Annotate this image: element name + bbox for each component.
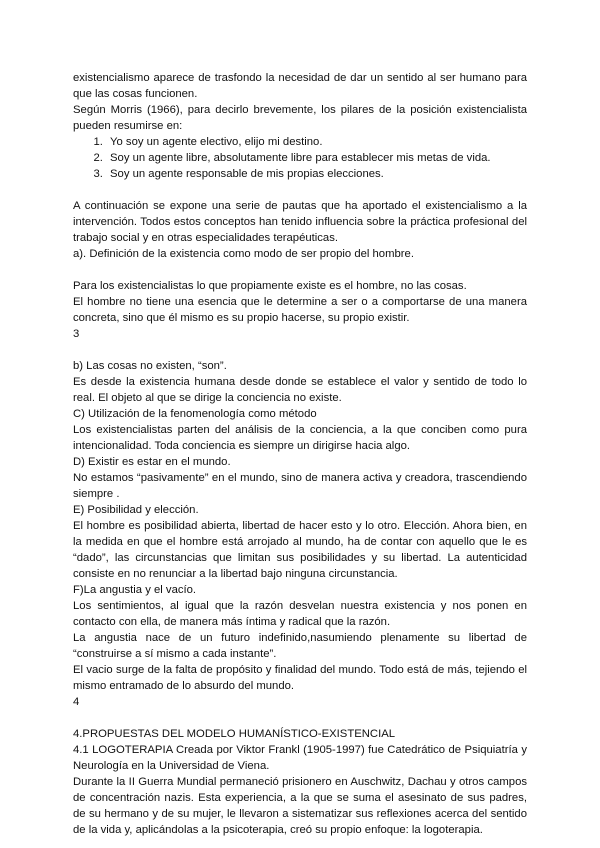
paragraph: Según Morris (1966), para decirlo brevemente, los pilares de la posición existencialista pueden resumirse en: — [73, 104, 527, 132]
paragraph: 4.1 LOGOTERAPIA Creada por Viktor Frankl (1905-1997) fue Catedrático de Psiquiatría y Neurología en la Universidad de Viena. — [73, 744, 527, 772]
pillars-list — [73, 134, 527, 182]
paragraph: Es desde la existencia humana desde donde se establece el valor y sentido de todo lo real. El objeto al que se dirige la conciencia no existe. — [73, 376, 527, 404]
paragraph: Durante la II Guerra Mundial permaneció prisionero en Auschwitz, Dachau y otros campos de concentración nazis. Esta experiencia, a la que se suma el asesinato de sus padres, de su hermano y de su mujer, le llevaron a sistematizar sus reflexiones acerca del sentido de la vida y, aplicándolas a la psicoterapia, creó su propio enfoque: la logoterapia. — [73, 776, 527, 836]
paragraph: Los sentimientos, al igual que la razón desvelan nuestra existencia y nos ponen en contacto con ella, de manera más íntima y radical que la razón. — [73, 600, 527, 628]
section-heading: D) Existir es estar en el mundo. — [73, 456, 231, 468]
page-number: 3 — [73, 328, 80, 340]
paragraph: La angustia nace de un futuro indefinido,nasumiendo plenamente su libertad de “construirse a sí mismo a cada instante”. — [73, 632, 527, 660]
page-number: 4 — [73, 696, 80, 708]
paragraph: existencialismo aparece de trasfondo la necesidad de dar un sentido al ser humano para que las cosas funcionen. — [73, 72, 527, 100]
section-heading: F)La angustia y el vacío. — [73, 584, 197, 596]
paragraph: El vacio surge de la falta de propósito y finalidad del mundo. Todo está de más, tejiendo el mismo entramado de lo absurdo del mundo. — [73, 664, 527, 692]
chapter-heading: 4.PROPUESTAS DEL MODELO HUMANÍSTICO-EXISTENCIAL — [73, 728, 396, 740]
paragraph: El hombre no tiene una esencia que le determine a ser o a comportarse de una manera concreta, sino que él mismo es su propio hacerse, su propio existir. — [73, 296, 527, 324]
list-item: 1. Yo soy un agente electivo, elijo mi destino. — [106, 134, 527, 150]
section-heading: b) Las cosas no existen, “son”. — [73, 360, 227, 372]
section-heading: C) Utilización de la fenomenología como método — [73, 408, 317, 420]
paragraph: Para los existencialistas lo que propiamente existe es el hombre, no las cosas. — [73, 280, 467, 292]
section-heading: a). Definición de la existencia como modo de ser propio del hombre. — [73, 248, 414, 260]
paragraph: A continuación se expone una serie de pautas que ha aportado el existencialismo a la intervención. Todos estos conceptos han tenido influencia sobre la práctica profesional del trabajo social y en otras especialidades terapéuticas. — [73, 200, 527, 244]
section-heading: E) Posibilidad y elección. — [73, 504, 199, 516]
paragraph: Los existencialistas parten del análisis de la conciencia, a la que conciben como pura intencionalidad. Toda conciencia es siempre un dirigirse hacia algo. — [73, 424, 527, 452]
list-item: 3. Soy un agente responsable de mis propias elecciones. — [106, 166, 527, 182]
paragraph: El hombre es posibilidad abierta, libertad de hacer esto y lo otro. Elección. Ahora bien, en la medida en que el hombre está arrojado al mundo, ha de contar con aquello que le es “dado”, las circunstancias que limitan sus posibilidades y su libertad. La autenticidad consiste en no renunciar a la libertad bajo ninguna circunstancia. — [73, 520, 527, 580]
list-item: 2. Soy un agente libre, absolutamente libre para establecer mis metas de vida. — [106, 150, 527, 166]
paragraph: No estamos “pasivamente” en el mundo, sino de manera activa y creadora, trascendiendo siempre . — [73, 472, 527, 500]
